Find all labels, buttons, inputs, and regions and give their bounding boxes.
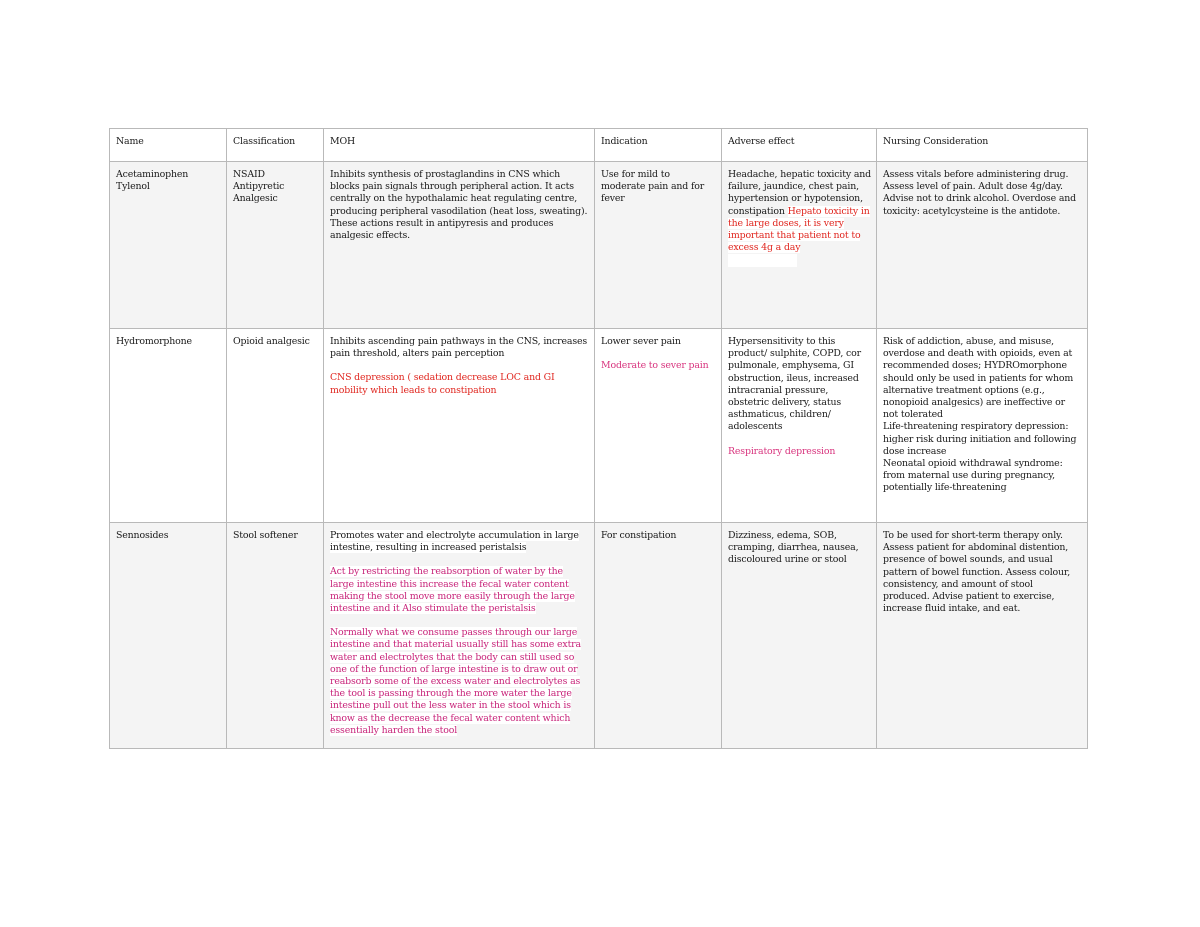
- nursing-cell: [877, 162, 1088, 329]
- nursing-cell: [877, 523, 1088, 749]
- moh-main: Promotes water and electrolyte accumulation in large intestine, resulting in increased peristalsis: [330, 530, 579, 554]
- table-row: [110, 329, 1088, 523]
- nursing-text: To be used for short-term therapy only. Assess patient for abdominal distention, presence of bowel sounds, and usual pattern of bowel function. Assess colour, consistency, and amount of stool produced. Advise patient to exercise, increase fluid intake, and eat.: [883, 530, 1071, 615]
- drug-table: [109, 128, 1088, 749]
- moh-cell: [324, 523, 595, 749]
- indication-cell: [595, 162, 722, 329]
- adverse-effect-text: [728, 169, 871, 254]
- drug-name-cell: [110, 523, 227, 749]
- adverse-effect-main: Hypersensitivity to this product/ sulphite, COPD, cor pulmonale, emphysema, GI obstruction, ileus, increased intracranial pressure, obstetric delivery, status asthmaticus, children/ adolescents: [728, 336, 861, 433]
- drug-name-cell: [110, 329, 227, 523]
- adverse-effect-main: Dizziness, edema, SOB, cramping, diarrhea, nausea, discoloured urine or stool: [728, 530, 859, 566]
- header-moh: MOH: [324, 129, 595, 162]
- moh-note: [330, 566, 589, 615]
- indication-cell: [595, 329, 722, 523]
- header-indication: Indication: [595, 129, 722, 162]
- classification-cell: [227, 523, 324, 749]
- classification-line: Stool softener: [233, 530, 298, 541]
- moh-note: CNS depression ( sedation decrease LOC and GI mobility which leads to constipation: [330, 372, 555, 396]
- moh-text: [330, 530, 589, 554]
- nursing-text: Neonatal opioid withdrawal syndrome: from maternal use during pregnancy, potentially life-threatening: [883, 458, 1063, 494]
- moh-note-text: Act by restricting the reabsorption of water by the large intestine this increase the fecal water content making the stool move more easily through the large intestine and it Also stimulate the peristalsis: [330, 566, 575, 615]
- adverse-effect-cell: [722, 523, 877, 749]
- nursing-text: Assess vitals before administering drug. Assess level of pain. Adult dose 4g/day. Advise not to drink alcohol. Overdose and toxicity: acetylcysteine is the antidote.: [883, 169, 1077, 217]
- drug-name: Hydromorphone: [116, 336, 192, 347]
- nursing-text: Risk of addiction, abuse, and misuse, overdose and death with opioids, even at recommended doses; HYDROmorphone should only be used in patients for whom alternative treatment options (e.g., nonopioid analgesics) are ineffective or not tolerated: [883, 336, 1074, 421]
- drug-brand-name: Tylenol: [116, 181, 150, 193]
- classification-cell: [227, 329, 324, 523]
- indication-text: Lower sever pain: [601, 336, 681, 347]
- drug-name: Sennosides: [116, 530, 169, 541]
- moh-text: Inhibits synthesis of prostaglandins in CNS which blocks pain signals through peripheral action. It acts centrally on the hypothalamic heat regulating centre, producing peripheral vasodilation (heat loss, sweating). These actions result in antipyresis and produces analgesic effects.: [330, 169, 588, 242]
- nursing-text: Life-threatening respiratory depression: higher risk during initiation and following dose increase: [883, 421, 1077, 457]
- indication-text: For constipation: [601, 530, 677, 541]
- header-adverse-effect: Adverse effect: [722, 129, 877, 162]
- indication-note: Moderate to sever pain: [601, 360, 709, 372]
- drug-name-cell: [110, 162, 227, 329]
- table-header-row: [110, 129, 1088, 162]
- moh-cell: [324, 162, 595, 329]
- header-name: Name: [110, 129, 227, 162]
- moh-note: [330, 627, 589, 737]
- table-row: [110, 162, 1088, 329]
- classification-line: Antipyretic: [233, 181, 285, 193]
- classification-cell: [227, 162, 324, 329]
- header-classification: Classification: [227, 129, 324, 162]
- classification-line: Analgesic: [233, 193, 278, 205]
- nursing-cell: [877, 329, 1088, 523]
- header-nursing-consideration: Nursing Consideration: [877, 129, 1088, 162]
- adverse-effect-note: Respiratory depression: [728, 445, 836, 457]
- table-row: [110, 523, 1088, 749]
- adverse-effect-cell: [722, 329, 877, 523]
- indication-text: Use for mild to moderate pain and for fever: [601, 169, 705, 205]
- adverse-effect-main: Headache, hepatic toxicity and failure, jaundice, chest pain, hypertension or hypotension, constipation: [728, 169, 871, 217]
- adverse-effect-cell: [722, 162, 877, 329]
- moh-text: Inhibits ascending pain pathways in the CNS, increases pain threshold, alters pain perception: [330, 336, 588, 360]
- classification-line: Opioid analgesic: [233, 336, 310, 347]
- drug-name: Acetaminophen: [116, 169, 189, 180]
- indication-cell: [595, 523, 722, 749]
- adverse-effect-note: Hepato toxicity in the large doses, it is very important that patient not to excess 4g a day: [728, 205, 870, 254]
- moh-note-text: Normally what we consume passes through our large intestine and that material usually still has some extra water and electrolytes that the body can still used so one of the function of large intestine is to draw out or reabsorb some of the excess water and electrolytes as the tool is passing through the more water the large intestine pull out the less water in the stool which is know as the decrease the fecal water content which essentially harden the stool: [330, 627, 581, 736]
- classification-line: NSAID: [233, 169, 265, 180]
- highlight-box: [728, 254, 797, 267]
- moh-cell: [324, 329, 595, 523]
